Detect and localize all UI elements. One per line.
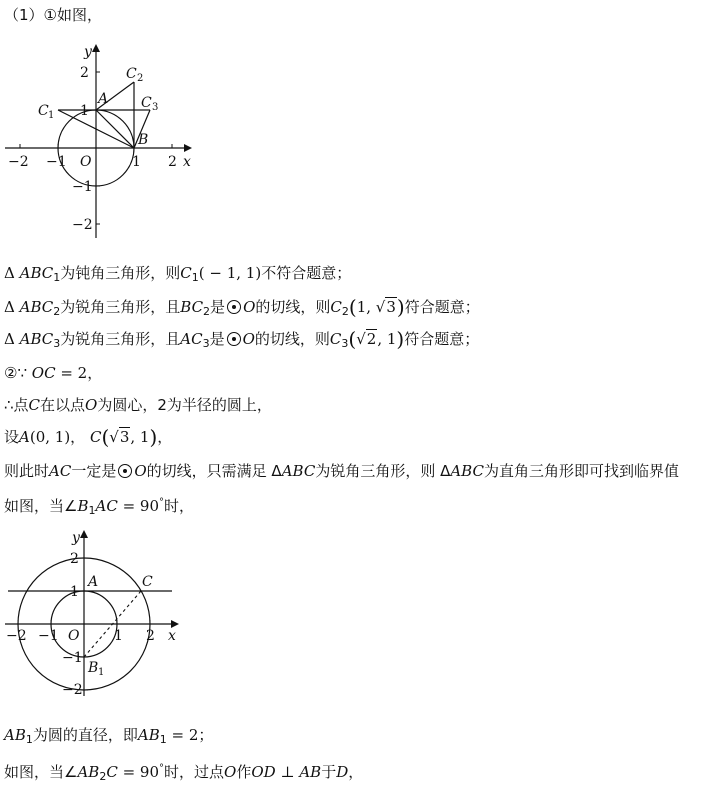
figure-2-origin: O <box>68 628 80 644</box>
figure-1-tick-y-neg2: −2 <box>72 217 93 233</box>
figure-1-tick-x-neg2: −2 <box>8 154 29 170</box>
circle-dot-icon <box>118 464 132 478</box>
line-1: Δ $ABC_1$为钝角三角形，则$C_1( - 1$, 1)不符合题意； <box>4 264 352 284</box>
figure-1-tick-x-1: 1 <box>132 154 141 170</box>
line-8: 如图，当$\angle B_1AC = 90^\circ$时， <box>4 497 195 517</box>
figure-2-x-label: x <box>168 628 176 644</box>
figure-1-point-c1: C <box>38 103 49 119</box>
figure-2-point-b1-sub: 1 <box>98 667 105 678</box>
figure-1-point-b: B <box>138 132 149 148</box>
figure-1-point-c3-sub: 3 <box>152 102 159 113</box>
line-9: $AB_1$为圆的直径，即$AB_1 = 2$； <box>4 726 214 746</box>
circle-dot-icon <box>227 300 241 314</box>
figure-1-point-a: A <box>98 91 109 107</box>
figure-2-y-label: y <box>72 530 80 546</box>
figure-2-point-c: C <box>142 574 153 590</box>
figure-1-point-c3: C <box>141 95 152 111</box>
figure-2-point-a: A <box>88 574 99 590</box>
figure-2-tick-y-2: 2 <box>70 551 79 567</box>
figure-1-y-label: y <box>84 44 92 60</box>
figure-2-tick-y-neg1: −1 <box>62 650 83 666</box>
line-6: 设A(0, 1)， C(√3, 1)， <box>4 425 173 449</box>
figure-2-tick-x-neg2: −2 <box>6 628 27 644</box>
figure-1-point-c2-sub: 2 <box>137 73 144 84</box>
figure-1-tick-y-1: 1 <box>80 103 89 119</box>
figure-1-origin: O <box>80 154 92 170</box>
line-3: Δ $ABC_3$为锐角三角形，且$AC_3$是 O的切线，则$C_3(√2$, 1)符合题意； <box>4 327 480 351</box>
figure-2-diagram <box>0 528 190 698</box>
figure-1-tick-y-neg1: −1 <box>72 179 93 195</box>
figure-1-point-c2: C <box>126 66 137 82</box>
figure-2-tick-y-1: 1 <box>70 584 79 600</box>
figure-2-tick-x-neg1: −1 <box>38 628 59 644</box>
figure-1-tick-x-neg1: −1 <box>46 154 67 170</box>
figure-1-tick-y-2: 2 <box>80 65 89 81</box>
line-5: ∴点C在以点O为圆心，2为半径的圆上， <box>4 396 272 414</box>
circle-dot-icon <box>227 332 241 346</box>
figure-2-tick-y-neg2: −2 <box>62 682 83 698</box>
line-10: 如图，当$\angle AB_2C = 90^\circ$时，过点O作OD ⊥ AB于D， <box>4 763 364 783</box>
figure-1-tick-x-2: 2 <box>168 154 177 170</box>
figure-1-point-c1-sub: 1 <box>48 110 55 121</box>
figure-1-diagram <box>0 40 200 240</box>
figure-2-point-b1: B <box>88 660 99 676</box>
figure-1-x-label: x <box>183 154 191 170</box>
part-label: （1）①如图， <box>4 6 102 24</box>
figure-2-tick-x-2: 2 <box>146 628 155 644</box>
line-7: 则此时AC一定是 O的切线，只需满足 ΔABC为锐角三角形，则 ΔABC为直角三角形即可找到临界值 <box>4 462 679 480</box>
figure-2-tick-x-1: 1 <box>114 628 123 644</box>
line-2: Δ $ABC_2$为锐角三角形，且$BC_2$是 O的切线，则$C_2(1$, √3)符合题意； <box>4 295 480 319</box>
line-4: ②∵ OC = 2， <box>4 364 103 382</box>
